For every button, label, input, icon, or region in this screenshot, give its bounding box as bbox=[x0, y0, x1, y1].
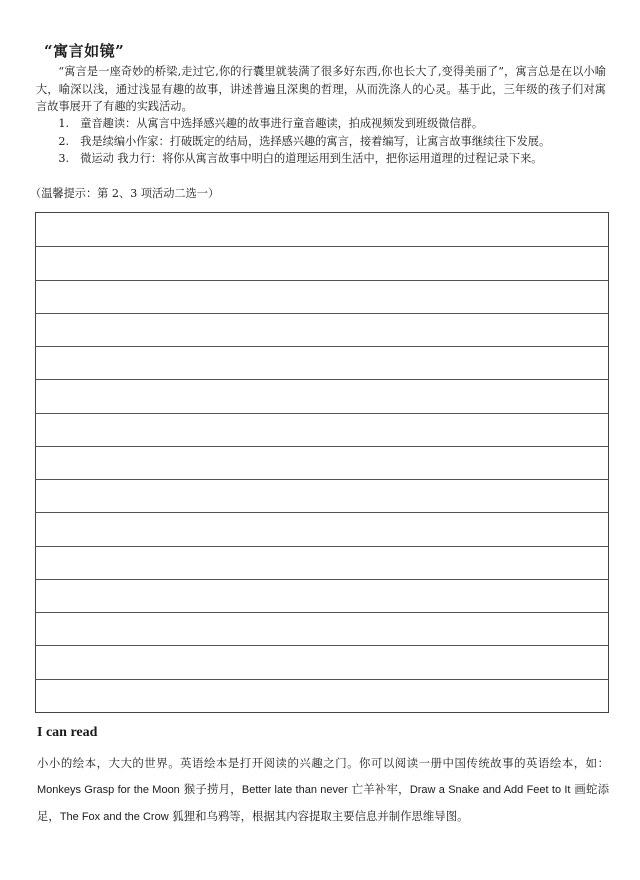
read-intro-text: 小小的绘本，大大的世界。英语绘本是打开阅读的兴趣之门。你可以阅读一册中国传统故事的英语绘本，如： bbox=[37, 756, 609, 770]
writing-line bbox=[36, 246, 608, 247]
activity-item-3: 3. 微运动 我力行：将你从寓言故事中明白的道理运用到生活中，把你运用道理的过程记录下来。 bbox=[58, 152, 543, 165]
read-outro-text: 根据其内容提取主要信息并制作思维导图。 bbox=[252, 809, 469, 823]
writing-line bbox=[36, 280, 608, 281]
warm-tip: （温馨提示：第 2、3 项活动二选一） bbox=[30, 187, 220, 200]
writing-line bbox=[36, 679, 608, 680]
intro-paragraph: “寓言是一座奇妙的桥梁,走过它,你的行囊里就装满了很多好东西,你也长大了,变得美丽了”，寓言总是在以小喻大，喻深以浅，通过浅显有趣的故事，讲述普遍且深奥的哲理，从而洗涤人的心灵。基于此，三年级的孩子们对寓言故事展开了有趣的实践活动。 bbox=[36, 65, 606, 113]
writing-line bbox=[36, 512, 608, 513]
activity-list bbox=[36, 115, 606, 168]
activity-item-1: 1. 童音趣读：从寓言中选择感兴趣的故事进行童音趣读，拍成视频发到班级微信群。 bbox=[58, 117, 484, 130]
writing-line bbox=[36, 479, 608, 480]
writing-line bbox=[36, 379, 608, 380]
writing-line bbox=[36, 346, 608, 347]
writing-line bbox=[36, 612, 608, 613]
writing-line bbox=[36, 446, 608, 447]
writing-line bbox=[36, 546, 608, 547]
book-title-zh: 狐狸和乌鸦等 bbox=[172, 809, 241, 823]
section-title: “寓言如镜” bbox=[44, 42, 125, 60]
book-title-zh: 亡羊补牢 bbox=[351, 782, 399, 796]
writing-line bbox=[36, 313, 608, 314]
activity-item-2: 2. 我是续编小作家：打破既定的结局，选择感兴趣的寓言，接着编写，让寓言故事继续往下发展。 bbox=[58, 134, 551, 148]
book-title-en: Better late than never bbox=[241, 784, 348, 796]
writing-line bbox=[36, 645, 608, 646]
book-title-en: Monkeys Grasp for the Moon bbox=[37, 784, 180, 796]
writing-line bbox=[36, 579, 608, 580]
read-section-heading: I can read bbox=[37, 725, 98, 740]
read-section-body: 小小的绘本，大大的世界。英语绘本是打开阅读的兴趣之门。你可以阅读一册中国传统故事的英语绘本，如：Monkeys Grasp for the Moon 猴子捞月，Better late than never 亡羊补牢，Draw a Snake and Add Feet to It 画蛇添足，The Fox and the Crow 狐狸和乌鸦等，根据其内容提取主要信息并制作思维导图。 bbox=[37, 756, 610, 823]
book-title-en: The Fox and the Crow bbox=[59, 811, 169, 823]
book-title-zh: 猴子捞月 bbox=[183, 782, 231, 796]
writing-area[interactable] bbox=[35, 212, 609, 713]
book-title-zh: 画蛇添足 bbox=[37, 782, 610, 823]
writing-line bbox=[36, 413, 608, 414]
book-title-en: Draw a Snake and Add Feet to It bbox=[409, 784, 571, 796]
